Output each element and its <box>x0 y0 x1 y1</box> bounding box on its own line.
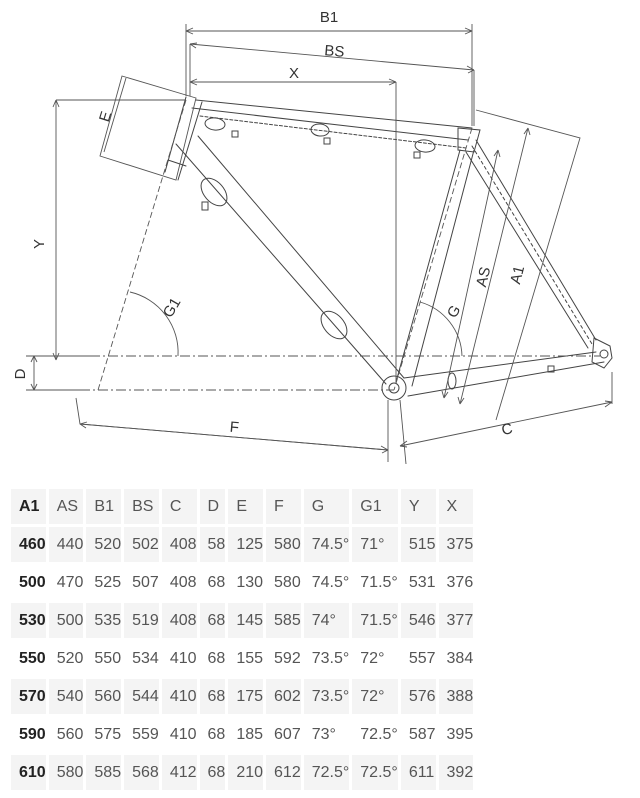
table-cell: 560 <box>56 725 84 743</box>
table-row <box>11 717 473 752</box>
chain-stays <box>404 352 604 396</box>
table-cell: 68 <box>207 573 226 591</box>
down-tube <box>176 136 404 384</box>
table-cell: 440 <box>49 527 84 562</box>
column-header-g: G <box>304 489 350 524</box>
table-cell: 535 <box>86 603 121 638</box>
table-header-row <box>11 489 473 524</box>
table-cell: 130 <box>236 573 264 591</box>
table-cell: 58 <box>200 527 226 562</box>
table-row <box>11 603 473 638</box>
table-cell: 607 <box>274 725 301 743</box>
label-e: E <box>96 109 116 124</box>
table-cell: 557 <box>408 649 436 667</box>
table-cell: 560 <box>86 679 121 714</box>
frame-size-cell: 460 <box>11 527 46 562</box>
table-cell: 68 <box>200 603 226 638</box>
table-cell: 412 <box>162 755 197 790</box>
table-cell: 72.5° <box>304 755 350 790</box>
table-cell: 74.5° <box>304 527 350 562</box>
table-cell: 68 <box>200 755 226 790</box>
table-cell: 575 <box>94 725 122 743</box>
table-cell: 377 <box>439 603 474 638</box>
table-cell: 602 <box>266 679 301 714</box>
table-row <box>11 527 473 562</box>
table-cell: 185 <box>236 725 264 743</box>
table-cell: 585 <box>266 603 301 638</box>
label-f: F <box>229 418 240 437</box>
rear-dropout <box>592 338 612 368</box>
table-cell: 73° <box>311 725 336 743</box>
seat-tube <box>396 128 480 386</box>
label-y: Y <box>31 238 48 250</box>
table-cell: 395 <box>446 725 474 743</box>
label-d: D <box>12 368 29 380</box>
table-cell: 612 <box>266 755 301 790</box>
frame-size-cell: 610 <box>11 755 46 790</box>
table-row <box>11 641 473 676</box>
table-cell: 507 <box>132 573 159 591</box>
table-cell: 375 <box>439 527 474 562</box>
geometry-table <box>8 486 476 793</box>
table-row <box>11 755 473 790</box>
table-row <box>11 679 473 714</box>
frame-size-cell: 570 <box>11 679 46 714</box>
table-cell: 500 <box>49 603 84 638</box>
table-cell: 155 <box>236 649 264 667</box>
table-cell: 515 <box>401 527 436 562</box>
column-header-c: C <box>162 489 197 524</box>
table-cell: 73.5° <box>311 649 350 667</box>
frame-size-cell: 590 <box>19 725 46 743</box>
frame-size-cell: 500 <box>19 573 46 591</box>
table-cell: 72° <box>352 679 398 714</box>
table-cell: 410 <box>169 649 197 667</box>
frame-size-cell: 550 <box>19 649 46 667</box>
table-cell: 74.5° <box>311 573 350 591</box>
table-cell: 72.5° <box>352 755 398 790</box>
table-cell: 388 <box>439 679 474 714</box>
table-cell: 384 <box>446 649 474 667</box>
table-cell: 410 <box>162 679 197 714</box>
label-bs: BS <box>323 42 346 61</box>
table-cell: 531 <box>408 573 436 591</box>
table-cell: 546 <box>401 603 436 638</box>
label-g1: G1 <box>159 294 185 321</box>
column-header-g1: G1 <box>352 489 398 524</box>
table-cell: 587 <box>408 725 436 743</box>
table-cell: 410 <box>169 725 197 743</box>
table-cell: 376 <box>446 573 474 591</box>
table-cell: 559 <box>132 725 159 743</box>
table-cell: 72.5° <box>360 725 398 743</box>
table-cell: 611 <box>401 755 436 790</box>
label-as: AS <box>472 265 495 289</box>
table-cell: 72° <box>360 649 385 667</box>
table-cell: 71.5° <box>352 603 398 638</box>
table-cell: 125 <box>228 527 263 562</box>
column-header-d: D <box>200 489 226 524</box>
table-cell: 585 <box>86 755 121 790</box>
table-cell: 592 <box>274 649 301 667</box>
table-cell: 68 <box>207 725 226 743</box>
label-x: X <box>288 65 300 82</box>
column-header-y: Y <box>401 489 436 524</box>
table-cell: 580 <box>49 755 84 790</box>
label-a1: A1 <box>507 263 529 286</box>
table-cell: 550 <box>94 649 122 667</box>
table-cell: 544 <box>124 679 159 714</box>
table-cell: 408 <box>169 573 197 591</box>
table-cell: 68 <box>200 679 226 714</box>
table-header <box>11 489 473 524</box>
table-row <box>11 565 473 600</box>
table-cell: 392 <box>439 755 474 790</box>
table-cell: 520 <box>86 527 121 562</box>
seat-stays <box>466 140 596 348</box>
table-cell: 68 <box>207 649 226 667</box>
table-cell: 71.5° <box>360 573 398 591</box>
table-cell: 470 <box>56 573 84 591</box>
table-cell: 175 <box>228 679 263 714</box>
label-b1: B1 <box>319 9 339 26</box>
column-header-x: X <box>439 489 474 524</box>
table-cell: 71° <box>352 527 398 562</box>
table-cell: 540 <box>49 679 84 714</box>
column-header-a1: A1 <box>11 489 46 524</box>
column-header-as: AS <box>49 489 84 524</box>
table-cell: 568 <box>124 755 159 790</box>
column-header-bs: BS <box>124 489 159 524</box>
label-c: C <box>499 420 515 440</box>
table-cell: 145 <box>228 603 263 638</box>
table-cell: 580 <box>266 527 301 562</box>
top-tube <box>192 100 472 158</box>
table-cell: 519 <box>124 603 159 638</box>
table-cell: 408 <box>162 527 197 562</box>
table-cell: 520 <box>56 649 84 667</box>
label-g: G <box>443 302 465 322</box>
table-cell: 73.5° <box>304 679 350 714</box>
column-header-f: F <box>266 489 301 524</box>
bottom-bracket <box>382 376 406 400</box>
table-cell: 525 <box>94 573 122 591</box>
table-body <box>11 527 473 790</box>
table-cell: 74° <box>304 603 350 638</box>
column-header-b1: B1 <box>86 489 121 524</box>
frame-size-cell: 530 <box>11 603 46 638</box>
table-cell: 534 <box>132 649 159 667</box>
table-cell: 580 <box>274 573 301 591</box>
table-cell: 408 <box>162 603 197 638</box>
table-cell: 502 <box>124 527 159 562</box>
column-header-e: E <box>228 489 263 524</box>
table-cell: 576 <box>401 679 436 714</box>
table-cell: 210 <box>228 755 263 790</box>
